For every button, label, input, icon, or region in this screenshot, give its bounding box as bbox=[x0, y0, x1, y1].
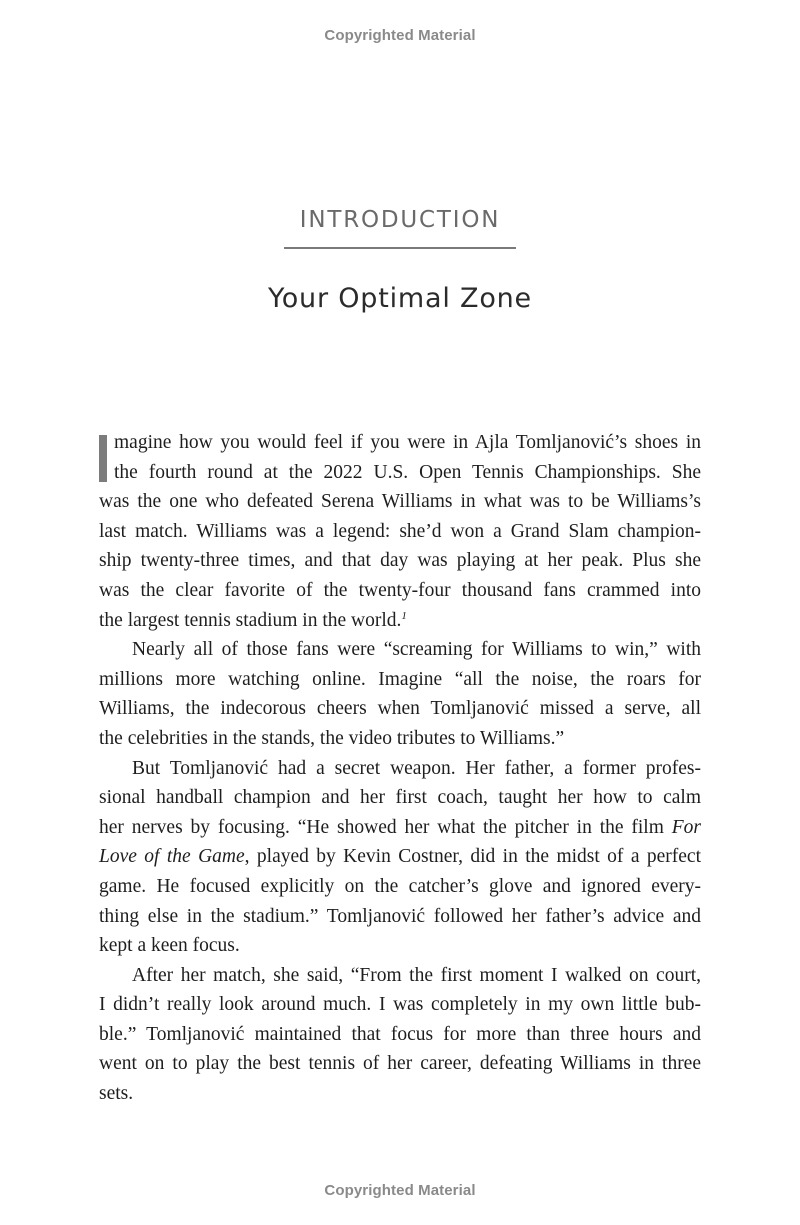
paragraph-4-line-3: ble.” Tomljanović maintained that focus for more than three hours and bbox=[99, 1023, 701, 1045]
paragraph-1-line-4: last match. Williams was a legend: she’d won a Grand Slam champion- bbox=[99, 520, 701, 542]
paragraph-4-line-2: I didn’t really look around much. I was completely in my own little bub- bbox=[99, 994, 701, 1016]
chapter-label: INTRODUCTION bbox=[299, 207, 501, 233]
paragraph-1-line-2: the fourth round at the 2022 U.S. Open Tennis Championships. She bbox=[114, 461, 701, 483]
paragraph-2-line-1: Nearly all of those fans were “screaming for Williams to win,” with bbox=[132, 639, 701, 661]
copyright-watermark-top: Copyrighted Material bbox=[324, 27, 476, 44]
footnote-marker[interactable]: 1 bbox=[401, 609, 407, 622]
body-text bbox=[99, 428, 701, 1109]
copyright-watermark-bottom: Copyrighted Material bbox=[324, 1182, 476, 1199]
paragraph-1-line-7 bbox=[99, 606, 701, 636]
film-title-start: For bbox=[671, 816, 702, 838]
paragraph-4-line-5: sets. bbox=[99, 1083, 134, 1105]
paragraph-3-line-5: game. He focused explicitly on the catcher’s glove and ignored every- bbox=[99, 875, 701, 897]
paragraph-1-line-3: was the one who defeated Serena Williams in what was to be Williams’s bbox=[99, 491, 701, 513]
paragraph-2-line-2: millions more watching online. Imagine “all the noise, the roars for bbox=[99, 668, 701, 690]
paragraph-4-line-4: went on to play the best tennis of her career, defeating Williams in three bbox=[99, 1053, 701, 1075]
paragraph-3-line-4 bbox=[99, 842, 701, 872]
paragraph-1-line-6: was the clear favorite of the twenty-four thousand fans crammed into bbox=[99, 579, 701, 601]
paragraph-2-line-3: Williams, the indecorous cheers when Tomljanović missed a serve, all bbox=[99, 698, 701, 720]
chapter-divider bbox=[284, 247, 516, 249]
paragraph-2-line-4: the celebrities in the stands, the video tributes to Williams.” bbox=[99, 727, 565, 749]
paragraph-3-line-3 bbox=[99, 813, 701, 843]
paragraph-3-line-2: sional handball champion and her first coach, taught her how to calm bbox=[99, 787, 701, 809]
film-title-rest: Love of the Game bbox=[99, 846, 245, 868]
paragraph-1-line-5: ship twenty-three times, and that day was playing at her peak. Plus she bbox=[99, 550, 701, 572]
paragraph-1-line-7-text: the largest tennis stadium in the world. bbox=[99, 609, 402, 631]
paragraph-3-line-1: But Tomljanović had a secret weapon. Her father, a former profes- bbox=[132, 757, 701, 779]
paragraph-3-line-7: kept a keen focus. bbox=[99, 935, 240, 957]
paragraph-3-line-3-text: her nerves by focusing. “He showed her what the pitcher in the film bbox=[99, 816, 664, 838]
paragraph-3-line-6: thing else in the stadium.” Tomljanović followed her father’s advice and bbox=[99, 905, 701, 927]
chapter-title: Your Optimal Zone bbox=[268, 283, 532, 314]
paragraph-3-line-4-text: , played by Kevin Costner, did in the midst of a perfect bbox=[244, 846, 701, 868]
paragraph-1-line-1: magine how you would feel if you were in Ajla Tomljanović’s shoes in bbox=[114, 432, 701, 453]
paragraph-4-line-1: After her match, she said, “From the first moment I walked on court, bbox=[132, 964, 701, 986]
